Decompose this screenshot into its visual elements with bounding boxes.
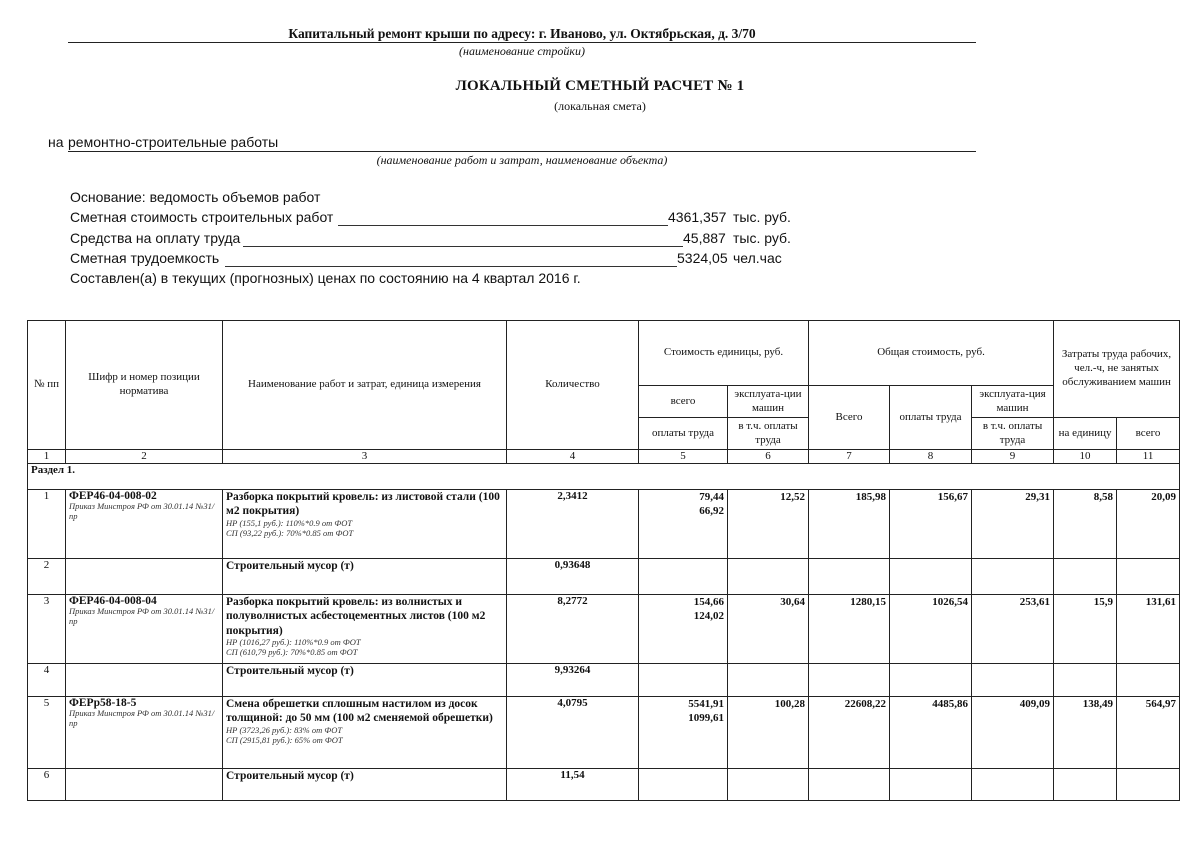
row-labor-per-unit: 8,58 — [1054, 490, 1117, 559]
row-labor-all: 564,97 — [1117, 697, 1180, 769]
effort-value: 5324,05 — [677, 250, 728, 266]
col-number: 4 — [507, 450, 639, 464]
header-name: Наименование работ и затрат, единица измерения — [223, 321, 507, 450]
row-labor-all — [1117, 769, 1180, 801]
row-quantity: 2,3412 — [507, 490, 639, 559]
row-quantity: 8,2772 — [507, 595, 639, 664]
row-quantity: 11,54 — [507, 769, 639, 801]
row-total-wages — [890, 769, 972, 801]
effort-label: Сметная трудоемкость — [70, 250, 220, 266]
effort-unit: чел.час — [733, 250, 782, 266]
row-overhead-note: НР (1016,27 руб.): 110%*0.9 от ФОТ — [226, 637, 361, 648]
row-unit-machines: 30,64 — [728, 595, 809, 664]
header-labor-all: всего — [1117, 418, 1180, 450]
row-labor-per-unit — [1054, 559, 1117, 595]
table-row — [28, 595, 1180, 664]
row-total: 1280,15 — [809, 595, 890, 664]
row-name-cell — [223, 490, 507, 559]
cost-unit: тыс. руб. — [733, 209, 791, 225]
row-unit-machines: 100,28 — [728, 697, 809, 769]
row-code-cell — [66, 595, 223, 664]
row-name-cell — [223, 697, 507, 769]
effort-fill-line — [225, 266, 677, 267]
row-total-machines — [972, 769, 1054, 801]
row-labor-per-unit — [1054, 664, 1117, 697]
row-total-machines: 253,61 — [972, 595, 1054, 664]
row-labor-all: 20,09 — [1117, 490, 1180, 559]
row-unit-all: 79,44 — [699, 491, 724, 503]
section-row — [28, 464, 1180, 490]
cost-fill-line — [338, 225, 668, 226]
row-unit-wages: 1099,61 — [688, 712, 724, 725]
row-number: 2 — [28, 559, 66, 595]
col-number: 7 — [809, 450, 890, 464]
row-unit-cost-cell — [639, 769, 728, 801]
row-unit-cost-cell — [639, 595, 728, 664]
row-total-wages: 1026,54 — [890, 595, 972, 664]
header-unit-incl-wages: в т.ч. оплаты труда — [728, 418, 809, 450]
row-overhead-note: СП (93,22 руб.): 70%*0.85 от ФОТ — [226, 527, 354, 538]
row-code-note: Приказ Минстроя РФ от 30.01.14 №31/пр — [69, 501, 215, 521]
row-code: ФЕР46-04-008-02 — [69, 490, 157, 502]
works-caption: (наименование работ и затрат, наименование объекта) — [376, 153, 668, 167]
col-number: 6 — [728, 450, 809, 464]
row-name: Строительный мусор (т) — [226, 665, 354, 677]
col-number: 9 — [972, 450, 1054, 464]
row-number: 5 — [28, 697, 66, 769]
row-code-cell — [66, 664, 223, 697]
row-name-cell — [223, 595, 507, 664]
row-name: Смена обрешетки сплошным настилом из досок толщиной: до 50 мм (100 м2 сменяемой обрешетки) — [226, 698, 493, 725]
row-name: Разборка покрытий кровель: из листовой стали (100 м2 покрытия) — [226, 491, 500, 518]
row-unit-machines: 12,52 — [728, 490, 809, 559]
col-number: 3 — [223, 450, 507, 464]
row-code: ФЕР46-04-008-04 — [69, 595, 157, 607]
row-name: Строительный мусор (т) — [226, 770, 354, 782]
row-quantity: 0,93648 — [507, 559, 639, 595]
header-unit-cost: Стоимость единицы, руб. — [639, 321, 809, 386]
row-unit-machines — [728, 559, 809, 595]
project-caption: (наименование стройки) — [459, 44, 585, 58]
row-overhead-note: НР (155,1 руб.): 110%*0.9 от ФОТ — [226, 517, 353, 528]
header-qty: Количество — [507, 321, 639, 450]
col-number: 10 — [1054, 450, 1117, 464]
row-labor-per-unit: 15,9 — [1054, 595, 1117, 664]
row-overhead-note: НР (3723,26 руб.): 83% от ФОТ — [226, 724, 343, 735]
basis-line: Основание: ведомость объемов работ — [70, 189, 321, 205]
row-number: 1 — [28, 490, 66, 559]
row-overhead-note: СП (610,79 руб.): 70%*0.85 от ФОТ — [226, 646, 358, 657]
section-title: Раздел 1. — [28, 464, 1180, 490]
row-total-machines — [972, 559, 1054, 595]
row-total — [809, 559, 890, 595]
row-labor-all: 131,61 — [1117, 595, 1180, 664]
col-number: 5 — [639, 450, 728, 464]
row-number: 6 — [28, 769, 66, 801]
document-title: ЛОКАЛЬНЫЙ СМЕТНЫЙ РАСЧЕТ № 1 — [455, 78, 745, 94]
row-labor-per-unit: 138,49 — [1054, 697, 1117, 769]
row-total: 22608,22 — [809, 697, 890, 769]
row-code-cell — [66, 559, 223, 595]
header-total: Всего — [809, 386, 890, 450]
row-code: ФЕРр58-18-5 — [69, 697, 137, 709]
row-code-cell — [66, 697, 223, 769]
row-name: Строительный мусор (т) — [226, 560, 354, 572]
row-number: 3 — [28, 595, 66, 664]
header-total-wages: оплаты труда — [890, 386, 972, 450]
row-name-cell — [223, 664, 507, 697]
table-row — [28, 664, 1180, 697]
header-unit-all: всего — [639, 386, 728, 418]
row-total-machines — [972, 664, 1054, 697]
row-labor-all — [1117, 664, 1180, 697]
header-labor: Затраты труда рабочих, чел.-ч, не занятых обслуживанием машин — [1054, 321, 1180, 418]
row-unit-cost-cell — [639, 559, 728, 595]
table-row — [28, 769, 1180, 801]
row-total — [809, 664, 890, 697]
project-title: Капитальный ремонт крыши по адресу: г. Иваново, ул. Октябрьская, д. 3/70 — [288, 26, 756, 41]
labor-fill-line — [243, 246, 683, 247]
header-unit-machines: эксплуата-ции машин — [728, 386, 809, 418]
table-row — [28, 559, 1180, 595]
labor-unit: тыс. руб. — [733, 230, 791, 246]
price-basis: Составлен(а) в текущих (прогнозных) ценах по состоянию на 4 квартал 2016 г. — [70, 270, 581, 286]
cost-label: Сметная стоимость строительных работ — [70, 209, 334, 225]
row-labor-per-unit — [1054, 769, 1117, 801]
works-name: ремонтно-строительные работы — [68, 134, 279, 150]
header-total-cost: Общая стоимость, руб. — [809, 321, 1054, 386]
row-code-note: Приказ Минстроя РФ от 30.01.14 №31/пр — [69, 708, 215, 728]
row-number: 4 — [28, 664, 66, 697]
header-code: Шифр и номер позиции норматива — [66, 321, 223, 450]
col-number: 8 — [890, 450, 972, 464]
header-total-incl-wages: в т.ч. оплаты труда — [972, 418, 1054, 450]
row-total-wages — [890, 559, 972, 595]
row-total-machines: 29,31 — [972, 490, 1054, 559]
header-num: № пп — [28, 321, 66, 450]
header-row-1 — [28, 321, 1180, 386]
row-name: Разборка покрытий кровель: из волнистых и полуволнистых асбестоцементных листов (100 м2 покрытия) — [226, 596, 486, 637]
row-total-wages: 156,67 — [890, 490, 972, 559]
labor-label: Средства на оплату труда — [70, 230, 241, 246]
row-code-cell — [66, 769, 223, 801]
row-name-cell — [223, 559, 507, 595]
row-total-wages — [890, 664, 972, 697]
row-total-wages: 4485,86 — [890, 697, 972, 769]
works-prefix: на — [48, 134, 64, 150]
works-underline — [68, 151, 976, 152]
row-quantity: 9,93264 — [507, 664, 639, 697]
row-unit-all: 154,66 — [693, 596, 724, 608]
row-labor-all — [1117, 559, 1180, 595]
column-number-row — [28, 450, 1180, 464]
col-number: 2 — [66, 450, 223, 464]
row-unit-wages: 66,92 — [699, 505, 724, 518]
row-code-note: Приказ Минстроя РФ от 30.01.14 №31/пр — [69, 606, 215, 626]
row-unit-all: 5541,91 — [688, 698, 724, 710]
col-number: 1 — [28, 450, 66, 464]
row-unit-cost-cell — [639, 697, 728, 769]
row-quantity: 4,0795 — [507, 697, 639, 769]
estimate-table — [27, 320, 1180, 801]
row-unit-machines — [728, 769, 809, 801]
row-unit-cost-cell — [639, 664, 728, 697]
row-unit-wages: 124,02 — [693, 610, 724, 623]
col-number: 11 — [1117, 450, 1180, 464]
row-total: 185,98 — [809, 490, 890, 559]
header-unit-wages: оплаты труда — [639, 418, 728, 450]
estimate-rows — [28, 490, 1180, 801]
row-name-cell — [223, 769, 507, 801]
row-unit-machines — [728, 664, 809, 697]
row-overhead-note: СП (2915,81 руб.): 65% от ФОТ — [226, 734, 343, 745]
row-unit-cost-cell — [639, 490, 728, 559]
project-underline — [68, 42, 976, 43]
row-code-cell — [66, 490, 223, 559]
document-subtitle: (локальная смета) — [554, 99, 646, 113]
table-row — [28, 697, 1180, 769]
labor-value: 45,887 — [683, 230, 726, 246]
row-total — [809, 769, 890, 801]
table-row — [28, 490, 1180, 559]
row-total-machines: 409,09 — [972, 697, 1054, 769]
header-labor-per-unit: на единицу — [1054, 418, 1117, 450]
header-total-machines: эксплуата-ция машин — [972, 386, 1054, 418]
cost-value: 4361,357 — [668, 209, 727, 225]
